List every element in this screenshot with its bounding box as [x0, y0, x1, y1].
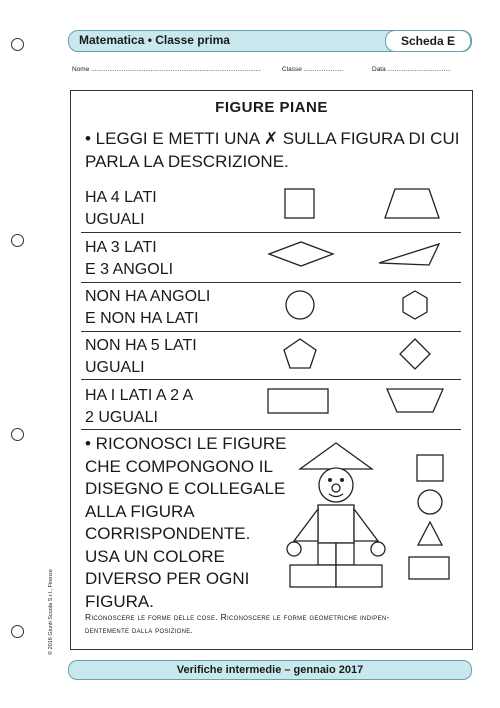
classe-field: Classe ...................... — [282, 66, 344, 73]
instruction-line: USA UN COLORE — [85, 546, 225, 566]
eye-icon — [340, 478, 344, 482]
instruction-line: CHE COMPONGONO IL — [85, 456, 273, 476]
pentagon-shape[interactable] — [281, 337, 319, 371]
right-hand-circle — [371, 542, 385, 556]
divider — [81, 282, 461, 283]
instruction-1: • LEGGI E METTI UNA ✗ SULLA FIGURA DI CUI PARLA LA DESCRIZIONE. — [85, 129, 460, 171]
left-hand-circle — [287, 542, 301, 556]
instruction-2 — [85, 433, 295, 613]
row-line: E NON HA LATI — [85, 310, 199, 327]
worksheet-title: FIGURE PIANE — [215, 99, 328, 116]
instruction-line: ALLA FIGURA — [85, 501, 195, 521]
left-leg-rectangle — [318, 543, 336, 565]
row-description — [85, 335, 197, 379]
rhombus-shape[interactable] — [398, 337, 432, 371]
right-arm-triangle — [354, 509, 378, 541]
shapes-figure-drawing — [286, 439, 386, 599]
row-line: 2 UGUALI — [85, 409, 158, 426]
match-triangle[interactable] — [415, 519, 445, 549]
row-line: HA 3 LATI — [85, 239, 157, 256]
learning-objectives — [85, 611, 465, 637]
trapezoid-shape[interactable] — [385, 387, 447, 415]
rectangle-shape[interactable] — [266, 387, 330, 415]
instruction-line: • RICONOSCI LE FIGURE — [85, 434, 287, 453]
instruction-line: CORRISPONDENTE. — [85, 524, 251, 543]
match-square[interactable] — [415, 453, 445, 483]
left-arm-triangle — [294, 509, 318, 541]
row-line: UGUALI — [85, 211, 145, 228]
right-leg-rectangle — [336, 543, 354, 565]
triangle-shape[interactable] — [377, 241, 443, 269]
divider — [81, 429, 461, 430]
match-rectangle[interactable] — [407, 555, 451, 581]
row-line: E 3 ANGOLI — [85, 261, 174, 278]
nome-field: Nome .............................................................................................. — [72, 66, 261, 73]
hexagon-shape[interactable] — [399, 289, 431, 321]
trapezoid-shape[interactable] — [383, 187, 443, 221]
row-line: HA I LATI A 2 A — [85, 387, 194, 404]
instruction-line: FIGURA. — [85, 591, 154, 611]
circle-shape[interactable] — [283, 288, 317, 322]
row-description — [85, 237, 173, 281]
footer-bar: Verifiche intermedie – gennaio 2017 — [68, 660, 472, 680]
objectives-line: Riconoscere le forme delle cose. Riconoscere le forme geometriche indipen- — [85, 612, 390, 622]
row-description — [85, 286, 210, 330]
divider — [81, 331, 461, 332]
divider — [81, 232, 461, 233]
hat-triangle — [300, 443, 372, 469]
copyright-notice: © 2016 Giunti Scuola S.r.l., Firenze — [48, 569, 54, 655]
instruction-line: DIVERSO PER OGNI — [85, 569, 250, 588]
row-line: HA 4 LATI — [85, 189, 157, 206]
divider — [81, 379, 461, 380]
eye-icon — [328, 478, 332, 482]
row-line: UGUALI — [85, 359, 145, 376]
worksheet-frame — [70, 90, 473, 650]
binder-hole — [11, 625, 24, 638]
sheet-label: Scheda E — [385, 30, 471, 52]
binder-hole — [11, 428, 24, 441]
row-description — [85, 187, 157, 231]
binder-hole — [11, 38, 24, 51]
nose-circle — [332, 484, 340, 492]
match-circle[interactable] — [415, 487, 445, 517]
row-description — [85, 385, 193, 429]
body-rectangle — [318, 505, 354, 543]
data-field: Data ................................... — [372, 66, 451, 73]
right-foot-rectangle — [336, 565, 382, 587]
rhombus-shape[interactable] — [267, 239, 337, 269]
instruction-line: DISEGNO E COLLEGALE — [85, 479, 286, 498]
row-line: NON HA 5 LATI — [85, 337, 197, 354]
subject-title: Matematica • Classe prima — [79, 33, 230, 47]
square-shape[interactable] — [283, 187, 317, 221]
row-line: NON HA ANGOLI — [85, 288, 211, 305]
objectives-line: dentemente dalla posizione. — [85, 625, 194, 635]
left-foot-rectangle — [290, 565, 336, 587]
header-bar — [68, 30, 472, 52]
binder-hole — [11, 234, 24, 247]
